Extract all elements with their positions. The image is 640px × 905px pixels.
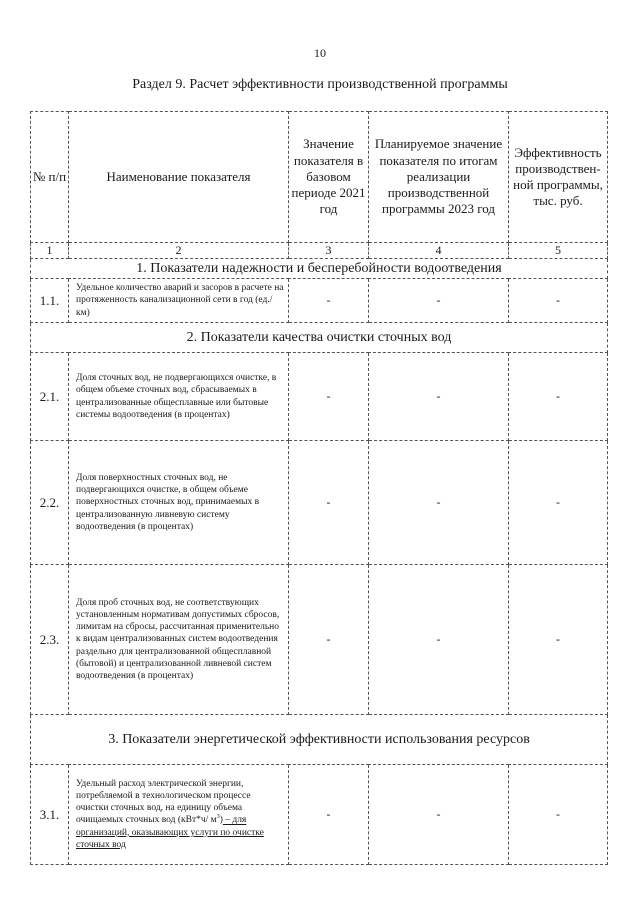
header-num: № п/п	[31, 112, 69, 243]
header-base: Значение показателя в базовом периоде 2021 год	[289, 112, 369, 243]
efficiency-value: -	[509, 279, 608, 323]
indicator-name	[69, 765, 289, 865]
colnum-1: 1	[31, 243, 69, 259]
efficiency-value: -	[509, 441, 608, 565]
header-efficiency: Эффективность производствен-ной программы, тыс. руб.	[509, 112, 608, 243]
efficiency-value: -	[509, 353, 608, 441]
group-title: 2. Показатели качества очистки сточных вод	[31, 323, 608, 353]
group-header-1	[31, 259, 608, 279]
efficiency-value: -	[509, 565, 608, 715]
colnum-3: 3	[289, 243, 369, 259]
header-planned: Планируемое значение показателя по итогам реализации производственной программы 2023 год	[369, 112, 509, 243]
planned-value: -	[369, 765, 509, 865]
table-row	[31, 279, 608, 323]
group-title: 3. Показатели энергетической эффективности использования ресурсов	[31, 715, 608, 765]
column-numbers-row	[31, 243, 608, 259]
row-number: 1.1.	[31, 279, 69, 323]
base-value: -	[289, 279, 369, 323]
colnum-5: 5	[509, 243, 608, 259]
planned-value: -	[369, 565, 509, 715]
planned-value: -	[369, 441, 509, 565]
page-number: 10	[314, 46, 326, 60]
indicator-name: Удельное количество аварий и засоров в расчете на протяженность канализационной сети в год (ед./км)	[69, 279, 289, 323]
header-name: Наименование показателя	[69, 112, 289, 243]
table-row	[31, 765, 608, 865]
table-row	[31, 353, 608, 441]
table-header-row	[31, 112, 608, 243]
group-header-2	[31, 323, 608, 353]
row-number: 2.1.	[31, 353, 69, 441]
row-number: 2.3.	[31, 565, 69, 715]
indicator-name-main: Удельный расход электрической энергии, потребляемой в технологическом процессе очистки сточных вод, на единицу объема очищаемых сточных вод (кВт*ч/ м	[76, 778, 251, 826]
indicator-name: Доля сточных вод, не подвергающихся очистке, в общем объеме сточных вод, сбрасываемых в централизованные общесплавные или бытовые системы водоотведения (в процентах)	[69, 353, 289, 441]
base-value: -	[289, 565, 369, 715]
planned-value: -	[369, 353, 509, 441]
efficiency-value: -	[509, 765, 608, 865]
colnum-4: 4	[369, 243, 509, 259]
table-row	[31, 441, 608, 565]
base-value: -	[289, 765, 369, 865]
unit-exponent: 3	[216, 814, 220, 821]
indicator-name: Доля поверхностных сточных вод, не подвергающихся очистке, в общем объеме поверхностных сточных вод, принимаемых в централизованную ливневую систему водоотведения (в процентах)	[69, 441, 289, 565]
indicator-name-underlined: – для организаций, оказывающих услуги по очистке сточных вод	[76, 815, 264, 850]
colnum-2: 2	[69, 243, 289, 259]
row-number: 3.1.	[31, 765, 69, 865]
table-row	[31, 565, 608, 715]
base-value: -	[289, 353, 369, 441]
indicator-name-close: )	[219, 815, 223, 826]
indicator-name: Доля проб сточных вод, не соответствующих установленным нормативам допустимых сбросов, лимитам на сбросы, рассчитанная применительно к видам централизованных систем водоотведения раздельно для централизованной общесплавной (бытовой) и централизованной ливневой систем водоотведения (в процентах)	[69, 565, 289, 715]
section-title: Раздел 9. Расчет эффективности производственной программы	[132, 77, 508, 92]
base-value: -	[289, 441, 369, 565]
efficiency-table	[30, 111, 608, 865]
group-header-3	[31, 715, 608, 765]
group-title: 1. Показатели надежности и бесперебойности водоотведения	[31, 259, 608, 279]
row-number: 2.2.	[31, 441, 69, 565]
planned-value: -	[369, 279, 509, 323]
